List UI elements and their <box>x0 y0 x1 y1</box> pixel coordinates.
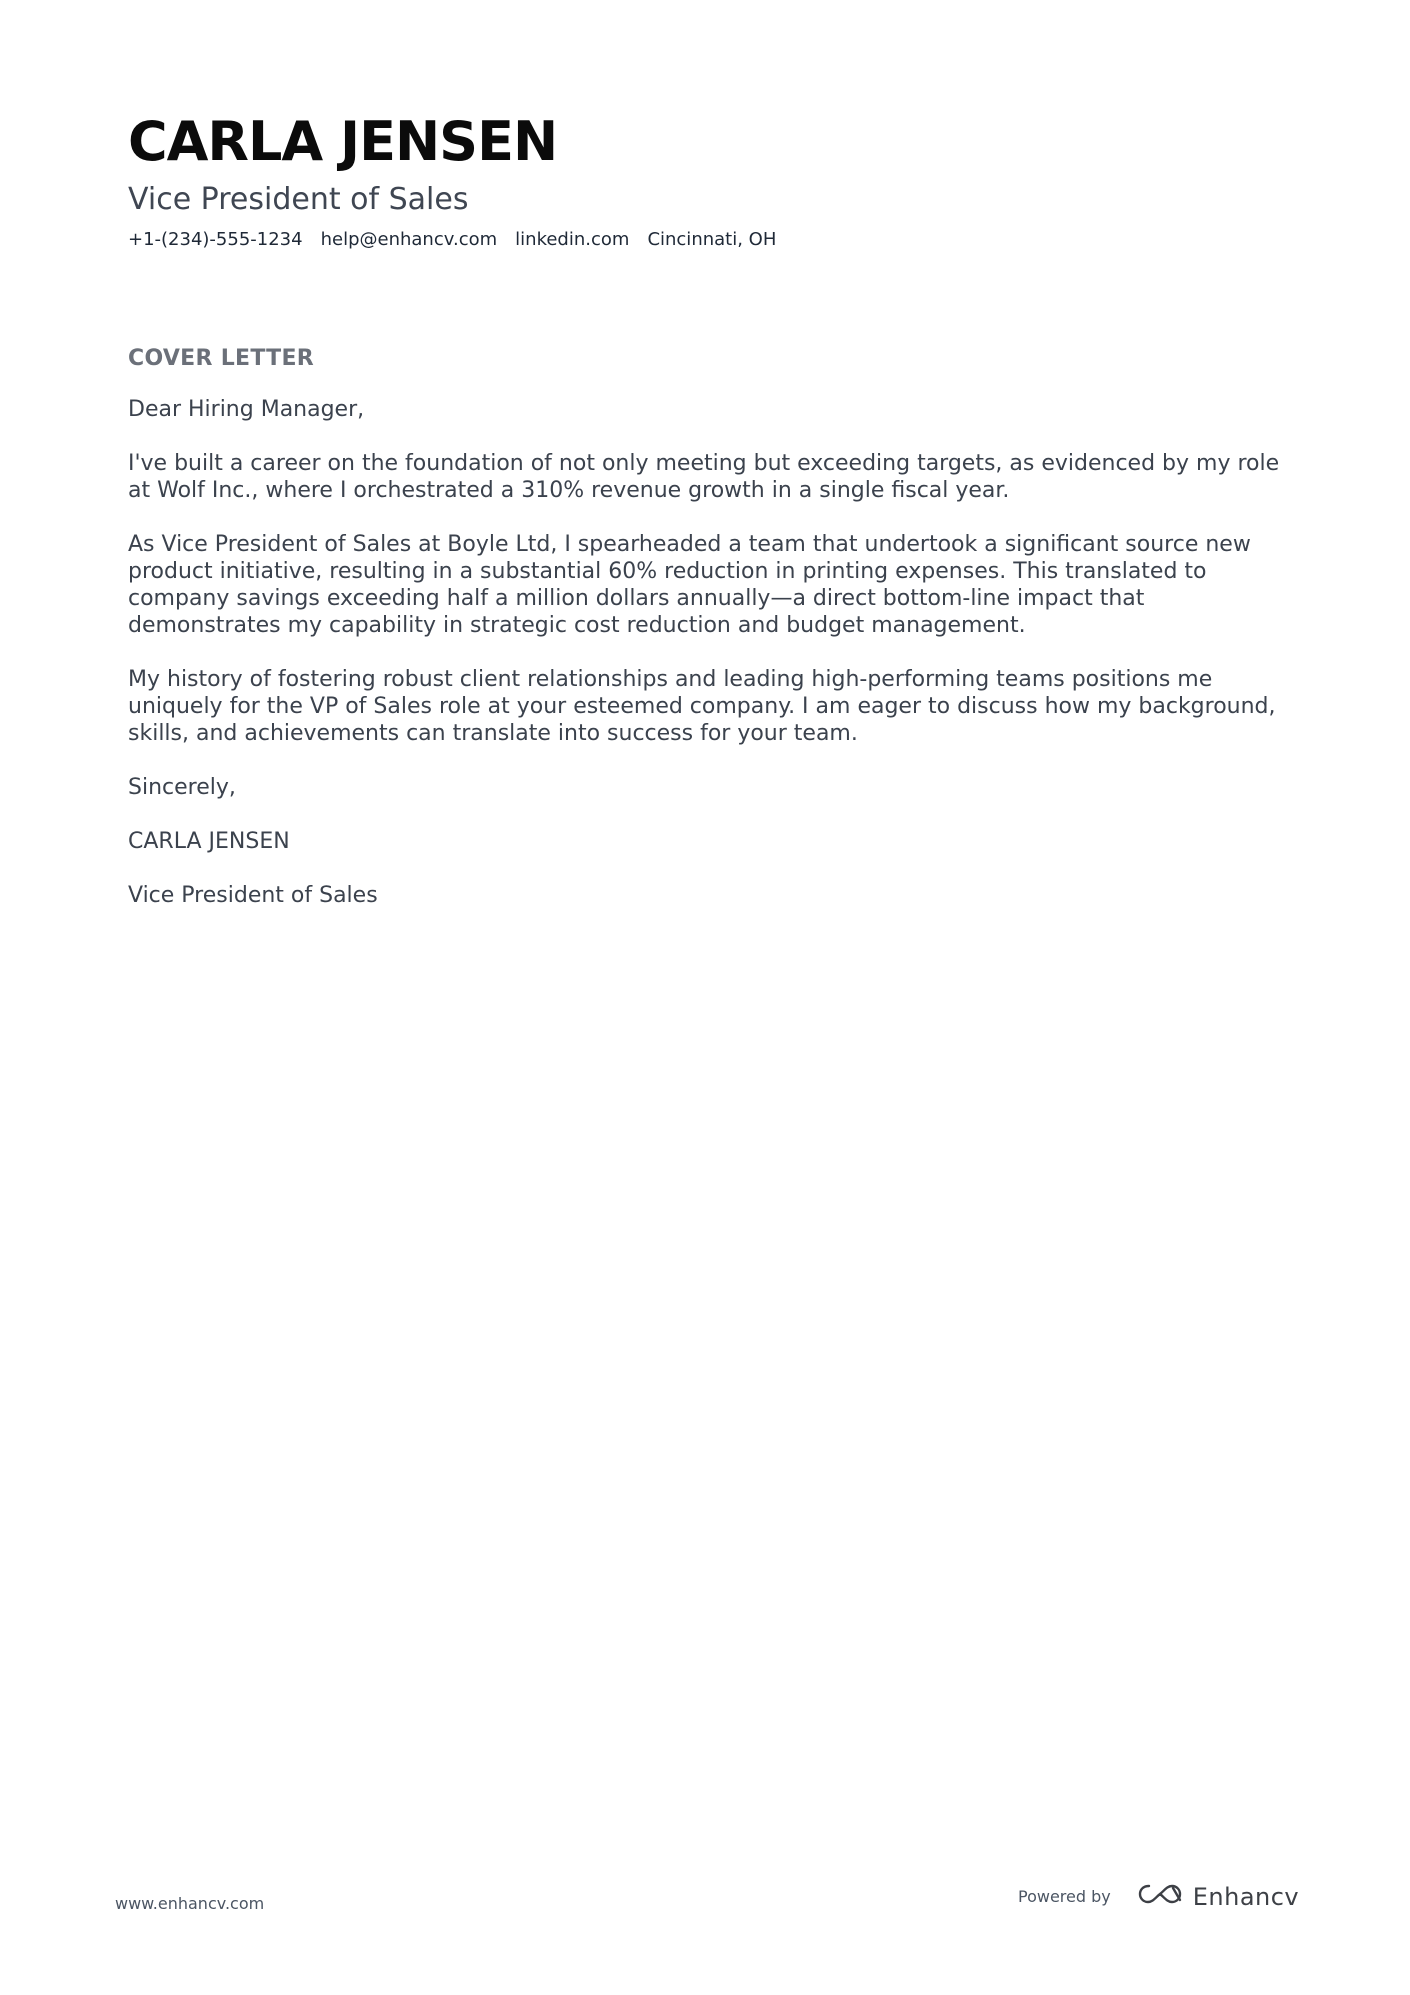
linkedin: linkedin.com <box>515 229 630 250</box>
candidate-title: Vice President of Sales <box>128 182 469 217</box>
header <box>128 108 1288 252</box>
enhancv-logo-icon <box>1137 1882 1183 1911</box>
footer-website: www.enhancv.com <box>115 1894 265 1913</box>
candidate-name: CARLA JENSEN <box>128 110 558 173</box>
powered-by-label: Powered by <box>1018 1887 1111 1906</box>
footer-branding <box>1018 1882 1299 1911</box>
contact-info <box>128 228 1288 252</box>
paragraph-3: My history of fostering robust client relationships and leading high-performing teams positions me uniquely for the VP of Sales role at your esteemed company. I am eager to discuss how my background, skills, and achievements can translate into success for your team. <box>128 667 1276 746</box>
brand <box>1137 1882 1299 1911</box>
paragraph-1: I've built a career on the foundation of not only meeting but exceeding targets, as evidenced by my role at Wolf Inc., where I orchestrated a 310% revenue growth in a single fiscal year. <box>128 451 1280 503</box>
greeting: Dear Hiring Manager, <box>128 397 365 422</box>
location: Cincinnati, OH <box>647 229 777 250</box>
section-heading: COVER LETTER <box>128 346 315 371</box>
email: help@enhancv.com <box>320 229 498 250</box>
signature-name: CARLA JENSEN <box>128 829 290 854</box>
letter-body <box>128 344 1288 936</box>
brand-name: Enhancv <box>1192 1882 1300 1911</box>
paragraph-2: As Vice President of Sales at Boyle Ltd, I spearheaded a team that undertook a significant source new product initiative, resulting in a substantial 60% reduction in printing expenses. This translated to company savings exceeding half a million dollars annually—a direct bottom-line impact that demonstrates my capability in strategic cost reduction and budget management. <box>128 532 1251 638</box>
phone: +1-(234)-555-1234 <box>128 229 303 250</box>
closing: Sincerely, <box>128 775 236 800</box>
signature-title: Vice President of Sales <box>128 883 378 908</box>
